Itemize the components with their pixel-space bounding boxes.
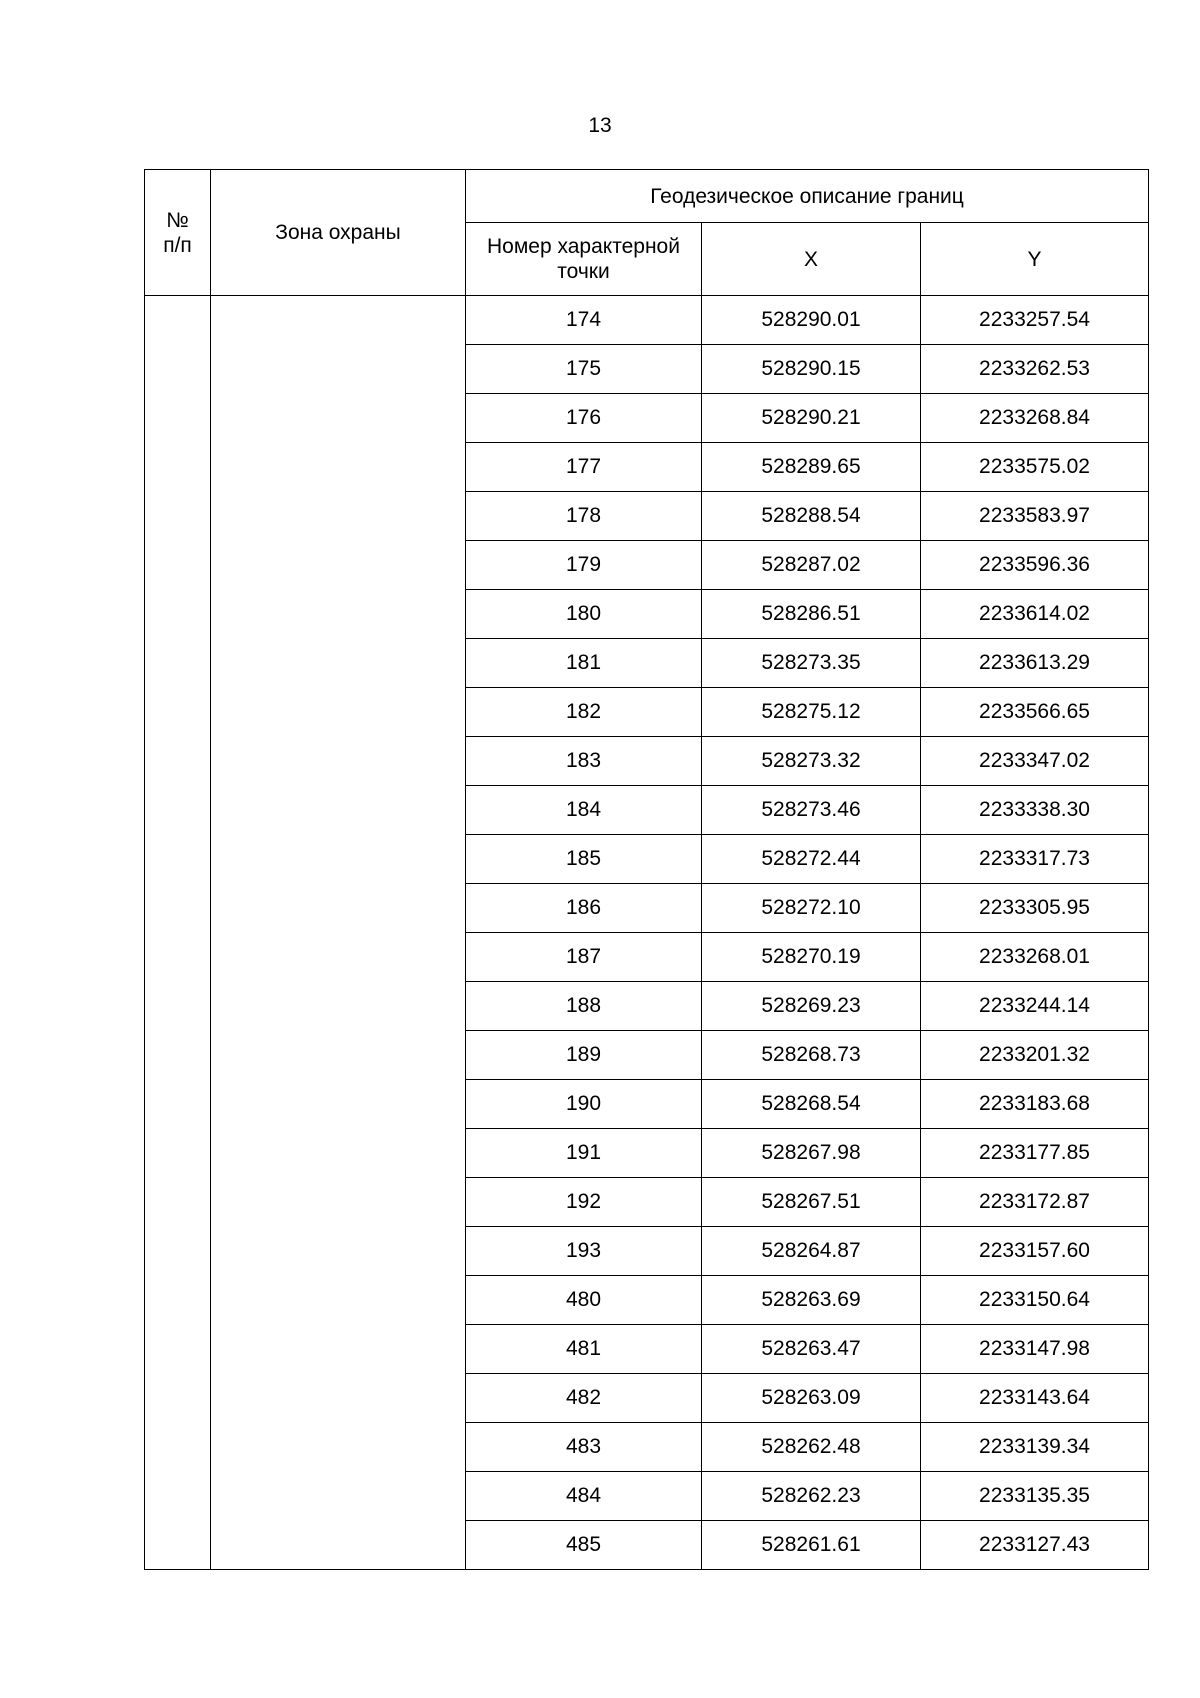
x-coordinate-cell: 528288.54 (702, 492, 921, 541)
y-coordinate-cell: 2233347.02 (921, 737, 1149, 786)
point-number-cell: 181 (466, 639, 702, 688)
x-coordinate-cell: 528269.23 (702, 982, 921, 1031)
point-number-cell: 178 (466, 492, 702, 541)
point-number-cell: 186 (466, 884, 702, 933)
x-coordinate-cell: 528264.87 (702, 1227, 921, 1276)
y-coordinate-cell: 2233575.02 (921, 443, 1149, 492)
x-coordinate-cell: 528270.19 (702, 933, 921, 982)
point-number-cell: 191 (466, 1129, 702, 1178)
point-number-cell: 484 (466, 1472, 702, 1521)
header-x: X (702, 223, 921, 296)
y-coordinate-cell: 2233139.34 (921, 1423, 1149, 1472)
header-number: № п/п (145, 170, 211, 296)
y-coordinate-cell: 2233177.85 (921, 1129, 1149, 1178)
point-number-cell: 184 (466, 786, 702, 835)
point-number-cell: 185 (466, 835, 702, 884)
x-coordinate-cell: 528263.69 (702, 1276, 921, 1325)
x-coordinate-cell: 528262.48 (702, 1423, 921, 1472)
point-number-cell: 192 (466, 1178, 702, 1227)
x-coordinate-cell: 528268.73 (702, 1031, 921, 1080)
header-zone: Зона охраны (211, 170, 466, 296)
point-number-cell: 189 (466, 1031, 702, 1080)
point-number-cell: 174 (466, 296, 702, 345)
header-point-number: Номер характерной точки (466, 223, 702, 296)
point-number-cell: 485 (466, 1521, 702, 1570)
page-number: 13 (588, 114, 612, 137)
header-row-1 (145, 170, 1149, 223)
y-coordinate-cell: 2233566.65 (921, 688, 1149, 737)
y-coordinate-cell: 2233157.60 (921, 1227, 1149, 1276)
coordinates-table (144, 169, 1149, 1570)
y-coordinate-cell: 2233183.68 (921, 1080, 1149, 1129)
point-number-cell: 193 (466, 1227, 702, 1276)
header-y: Y (921, 223, 1149, 296)
x-coordinate-cell: 528289.65 (702, 443, 921, 492)
x-coordinate-cell: 528261.61 (702, 1521, 921, 1570)
x-coordinate-cell: 528275.12 (702, 688, 921, 737)
y-coordinate-cell: 2233305.95 (921, 884, 1149, 933)
point-number-cell: 175 (466, 345, 702, 394)
y-coordinate-cell: 2233147.98 (921, 1325, 1149, 1374)
point-number-cell: 187 (466, 933, 702, 982)
y-coordinate-cell: 2233268.01 (921, 933, 1149, 982)
point-number-cell: 481 (466, 1325, 702, 1374)
y-coordinate-cell: 2233268.84 (921, 394, 1149, 443)
x-coordinate-cell: 528290.15 (702, 345, 921, 394)
x-coordinate-cell: 528267.98 (702, 1129, 921, 1178)
table-row (145, 296, 1149, 345)
point-number-cell: 180 (466, 590, 702, 639)
x-coordinate-cell: 528262.23 (702, 1472, 921, 1521)
point-number-cell: 182 (466, 688, 702, 737)
x-coordinate-cell: 528273.32 (702, 737, 921, 786)
point-number-cell: 183 (466, 737, 702, 786)
x-coordinate-cell: 528272.44 (702, 835, 921, 884)
y-coordinate-cell: 2233143.64 (921, 1374, 1149, 1423)
point-number-cell: 188 (466, 982, 702, 1031)
x-coordinate-cell: 528267.51 (702, 1178, 921, 1227)
y-coordinate-cell: 2233317.73 (921, 835, 1149, 884)
y-coordinate-cell: 2233596.36 (921, 541, 1149, 590)
x-coordinate-cell: 528273.46 (702, 786, 921, 835)
y-coordinate-cell: 2233614.02 (921, 590, 1149, 639)
y-coordinate-cell: 2233244.14 (921, 982, 1149, 1031)
x-coordinate-cell: 528263.47 (702, 1325, 921, 1374)
point-number-cell: 179 (466, 541, 702, 590)
y-coordinate-cell: 2233201.32 (921, 1031, 1149, 1080)
y-coordinate-cell: 2233150.64 (921, 1276, 1149, 1325)
x-coordinate-cell: 528268.54 (702, 1080, 921, 1129)
x-coordinate-cell: 528290.21 (702, 394, 921, 443)
zone-cell (211, 296, 466, 1570)
y-coordinate-cell: 2233257.54 (921, 296, 1149, 345)
header-geodesic-description: Геодезическое описание границ (466, 170, 1149, 223)
x-coordinate-cell: 528272.10 (702, 884, 921, 933)
y-coordinate-cell: 2233338.30 (921, 786, 1149, 835)
x-coordinate-cell: 528263.09 (702, 1374, 921, 1423)
x-coordinate-cell: 528286.51 (702, 590, 921, 639)
point-number-cell: 177 (466, 443, 702, 492)
row-number-cell (145, 296, 211, 1570)
x-coordinate-cell: 528287.02 (702, 541, 921, 590)
y-coordinate-cell: 2233613.29 (921, 639, 1149, 688)
y-coordinate-cell: 2233172.87 (921, 1178, 1149, 1227)
table-body (145, 296, 1149, 1570)
x-coordinate-cell: 528273.35 (702, 639, 921, 688)
y-coordinate-cell: 2233583.97 (921, 492, 1149, 541)
point-number-cell: 483 (466, 1423, 702, 1472)
point-number-cell: 176 (466, 394, 702, 443)
point-number-cell: 482 (466, 1374, 702, 1423)
point-number-cell: 480 (466, 1276, 702, 1325)
y-coordinate-cell: 2233135.35 (921, 1472, 1149, 1521)
point-number-cell: 190 (466, 1080, 702, 1129)
y-coordinate-cell: 2233127.43 (921, 1521, 1149, 1570)
y-coordinate-cell: 2233262.53 (921, 345, 1149, 394)
x-coordinate-cell: 528290.01 (702, 296, 921, 345)
